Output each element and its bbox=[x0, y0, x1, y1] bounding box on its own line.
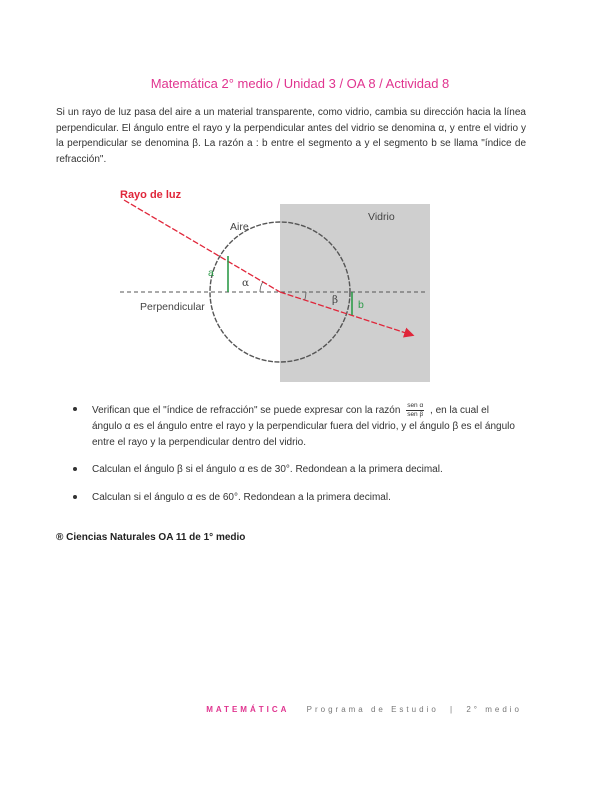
activity-bullets bbox=[70, 402, 520, 517]
intro-paragraph: Si un rayo de luz pasa del aire a un material transparente, como vidrio, cambia su dirección hacia la línea perpendicular. El ángulo entre el rayo y la perpendicular antes del vidrio se denomina α, y entre el vidrio y la perpendicular se denomina β. La razón a : b entre el segmento a y el segmento b se llama "índice de refracción". bbox=[56, 107, 526, 165]
bullet-dot-icon bbox=[73, 495, 77, 499]
bullet-item-2 bbox=[70, 462, 520, 478]
alpha-arc bbox=[260, 282, 263, 292]
footer-separator: | bbox=[450, 705, 456, 714]
footer-grade: 2° medio bbox=[466, 705, 522, 714]
ray-label: Rayo de luz bbox=[120, 189, 182, 201]
alpha-label: α bbox=[242, 277, 250, 289]
bullet-3-text: Calculan si el ángulo α es de 60°. Redondean a la primera decimal. bbox=[92, 491, 391, 503]
bullet-item-3 bbox=[70, 490, 520, 506]
air-label: Aire bbox=[230, 221, 249, 233]
refraction-figure bbox=[110, 182, 440, 382]
refraction-diagram bbox=[110, 182, 440, 382]
glass-label: Vidrio bbox=[368, 211, 395, 223]
fraction-numerator: sen α bbox=[407, 402, 424, 409]
fraction-denominator: sen β bbox=[407, 411, 424, 418]
page-footer bbox=[206, 705, 522, 714]
bullet-item-1 bbox=[70, 402, 520, 450]
beta-label: β bbox=[332, 294, 339, 306]
bullet-1-text-after: , en la cual el ángulo α es el ángulo entre el rayo y la perpendicular fuera del vidrio, y el ángulo β es el ángulo entre el rayo y la perpendicular dentro del vidrio. bbox=[92, 405, 515, 448]
bullet-2-text: Calculan el ángulo β si el ángulo α es de 30°. Redondean a la primera decimal. bbox=[92, 464, 443, 475]
bullet-1-text-before: Verifican que el "índice de refracción" se puede expresar con la razón bbox=[92, 405, 401, 417]
bullet-dot-icon bbox=[73, 467, 77, 471]
footer-program: Programa de Estudio bbox=[306, 705, 439, 714]
perpendicular-label: Perpendicular bbox=[140, 301, 205, 313]
segment-b-label: b bbox=[358, 299, 364, 311]
glass-block bbox=[280, 204, 430, 382]
bullet-dot-icon bbox=[73, 407, 77, 411]
page-title: Matemática 2° medio / Unidad 3 / OA 8 / Actividad 8 bbox=[150, 76, 450, 91]
segment-a-label: a bbox=[208, 267, 214, 279]
section-heading: ® Ciencias Naturales OA 11 de 1° medio bbox=[56, 532, 246, 543]
footer-brand: MATEMÁTICA bbox=[206, 705, 290, 714]
incident-ray bbox=[124, 200, 280, 292]
sine-ratio-fraction bbox=[406, 402, 424, 419]
